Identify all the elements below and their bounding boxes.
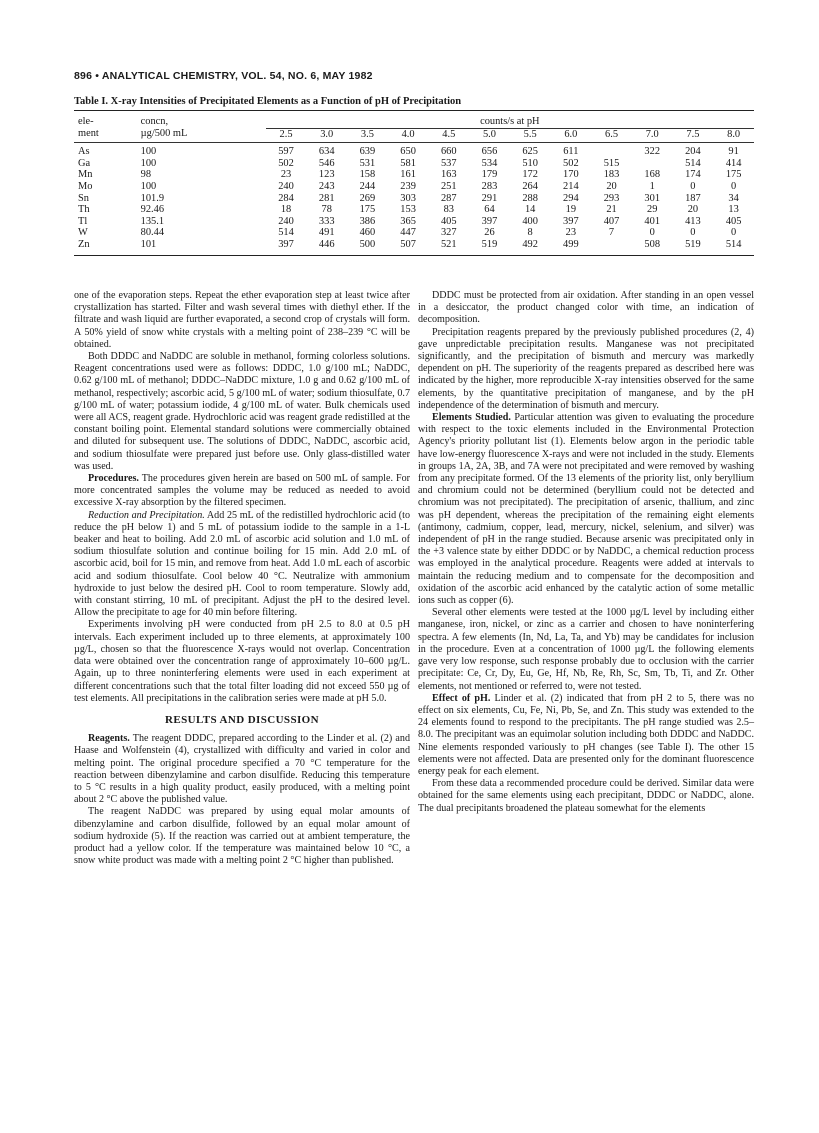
count-cell: 611 [563,146,579,158]
count-cell: 175 [725,169,742,181]
count-cell: 500 [359,238,376,250]
count-cell: 83 [443,204,454,216]
count-cell: 214 [563,180,579,192]
count-cell: 8 [527,227,533,239]
count-cell: 597 [278,146,294,158]
col-conc-top: concn, [140,116,169,128]
element-cell: Zn [78,238,90,250]
run-in-heading: Reagents. [88,733,130,745]
ph-header: 8.0 [713,128,754,143]
count-cell: 499 [563,238,579,250]
count-cell: 400 [522,215,538,227]
ph-header: 2.5 [266,128,307,143]
count-cell: 264 [522,180,538,192]
count-cell: 287 [440,192,457,204]
table-row [74,158,754,170]
count-cell: 172 [522,169,538,181]
count-cell: 293 [603,192,620,204]
table-row [74,181,754,193]
paragraph: DDDC must be protected from air oxidation. After standing in an open vessel in a desiccator, the product changed color with time, an indication of decomposition. [418,290,754,326]
count-cell: 288 [522,192,538,204]
count-cell [591,239,632,255]
run-in-heading: Reduction and Precipitation. [88,509,205,521]
element-cell: Th [78,204,90,216]
paragraph [74,473,410,510]
table-header-row-2 [74,128,754,143]
left-column [74,290,410,867]
count-cell: 534 [481,157,498,169]
count-cell: 460 [359,227,376,239]
count-cell: 625 [522,146,538,158]
conc-cell: 101.9 [140,192,165,204]
ph-header: 6.5 [591,128,632,143]
count-cell: 183 [603,169,620,181]
paragraph [418,693,754,778]
table-row [74,204,754,216]
count-cell: 401 [644,215,661,227]
count-cell: 447 [400,227,416,239]
count-cell: 639 [359,146,376,158]
count-cell: 14 [524,204,536,216]
count-cell: 7 [608,227,615,239]
count-cell [632,158,673,170]
count-cell: 64 [484,204,495,216]
count-cell: 510 [522,157,538,169]
count-cell: 519 [481,238,498,250]
count-cell: 502 [278,157,294,169]
count-cell: 0 [690,180,696,192]
count-cell: 546 [318,157,335,169]
section-heading: RESULTS AND DISCUSSION [165,713,319,726]
count-cell: 492 [522,238,538,250]
paragraph: one of the evaporation steps. Repeat the ether evaporation step at least twice after crystallization has started. Filter and wash several times with diethyl ether. If the filtrate and wash liquid are further evaporated, a second crop of crystals will form. A 50% yield of snow white crystals with a melting point of 238–239 °C will be obtained. [74,290,410,350]
count-cell: 531 [359,157,376,169]
count-cell: 239 [400,180,416,192]
conc-cell: 92.46 [140,204,165,216]
count-cell: 91 [728,146,739,158]
count-cell: 20 [606,180,617,192]
count-cell: 650 [400,146,416,158]
col-element-top: ele- [78,116,94,128]
ph-header: 5.0 [469,128,510,143]
count-cell: 281 [318,192,335,204]
conc-cell: 100 [140,157,157,169]
conc-cell: 100 [140,146,157,158]
table-row [74,143,754,158]
count-cell: 0 [731,180,737,192]
element-cell: Tl [78,215,88,227]
count-cell: 660 [440,146,457,158]
ph-header: 5.5 [510,128,551,143]
count-cell: 0 [731,227,737,239]
count-cell: 269 [359,192,376,204]
paragraph-text: Particular attention was given to evaluating the procedure with respect to the toxic elements included in the Environmental Protection Agency's priority pollutant list (1). Elements below argon in the periodic table have low-energy fluorescence X-rays and were not included in the study. Elements in groups 1A, 2A, 3B, and 7A were not precipitated and were removed by washing from any precipitate formed. Of the 13 elements of the priority list, only beryllium and chromium could not be determined (beryllium could not be detected and chromium was not precipitated). The precipitation of arsenic, thallium, and zinc was pH dependent, whereas the precipitation of the remaining eight elements (antimony, cadmium, copper, lead, mercury, nickel, selenium, and silver) was independent of pH in the range studied. Because arsenic was precipitated only in the +3 valence state by either DDDC or by NaDDC, a chemical reduction process was employed in the analytical procedure. Reagents were added at intervals to maintain the reducing medium and to compensate for the decomposition and oxidation of the ascorbic acid enhanced by the catalytic action of some metallic ions such as copper (6). [418,412,754,607]
ph-header: 4.0 [388,128,429,143]
paragraph-text: The reagent DDDC, prepared according to the Linder et al. (2) and Haase and Wolfenstein (4), crystallized with difficulty and varied in color and melting point. The original procedure specified a 70 °C temperature for the reaction between dibenzylamine and carbon disulfide. Reducing this temperature to 5 °C results in a high quality product, easily produced, with a melting point about 2 °C above the published value. [74,733,410,806]
count-cell: 21 [606,204,617,216]
count-cell: 301 [644,192,661,204]
count-cell: 34 [728,192,739,204]
count-cell: 170 [563,169,579,181]
conc-cell: 98 [140,169,152,181]
count-cell: 284 [278,192,294,204]
count-cell: 19 [565,204,577,216]
run-in-heading: Procedures. [88,473,139,485]
conc-cell: 80.44 [140,227,165,239]
ph-header: 7.0 [632,128,673,143]
element-cell: Ga [78,157,91,169]
count-cell: 26 [484,227,495,239]
count-cell: 161 [400,169,416,181]
count-cell: 0 [649,227,655,239]
count-cell: 491 [318,227,335,239]
count-cell: 0 [690,227,696,239]
count-cell: 656 [481,146,498,158]
ph-header: 3.0 [306,128,347,143]
count-cell: 251 [440,180,457,192]
ph-header: 6.0 [551,128,592,143]
element-cell: Mn [78,169,93,181]
ph-header: 4.5 [428,128,469,143]
count-cell: 519 [685,238,701,250]
count-cell: 123 [318,169,335,181]
table-title: Table I. X-ray Intensities of Precipitated Elements as a Function of pH of Precipitation [74,96,754,111]
count-cell: 405 [440,215,457,227]
count-cell: 515 [603,157,620,169]
count-cell: 204 [685,146,701,158]
count-cell: 168 [644,169,661,181]
count-cell: 158 [359,169,376,181]
count-cell: 365 [400,215,416,227]
count-cell: 163 [440,169,457,181]
count-cell: 322 [644,146,661,158]
paragraph: Several other elements were tested at the 1000 µg/L level by including either manganese, iron, nickel, or zinc as a carrier and chosen to have noninterfering spectra. A few elements (In, Nd, La, Ta, and Yb) may be candidates for inclusion in the procedure. Even at a concentration of 1000 µg/L the following elements gave very low response, such response probably due to occlusion with the carrier precipitate: Ce, Cr, Dy, Eu, Ge, Hf, Nb, Re, Rh, Sc, Sm, Tb, Ti, and Zr. Other elements, not mentioned or referred to, were not tested. [418,607,754,692]
count-cell: 29 [647,204,658,216]
count-cell: 521 [440,238,457,250]
ph-header: 3.5 [347,128,388,143]
paragraph-text: Linder et al. (2) indicated that from pH 2 to 5, there was no effect on six elements, Cu, Fe, Ni, Pb, Se, and Zn. This study was extended to the 24 elements found to respond to the precipitants. The pH range studied was 2.5–8.0. The precipitant was an equimolar solution including both DDDC and NaDDC. Nine elements responded variously to pH changes (see Table I). The other 15 elements were not affected. Data are presented only for the dominant fluorescence energy peak for each element. [418,692,754,777]
col-conc-bottom: µg/500 mL [139,128,266,143]
element-cell: W [78,227,88,239]
count-cell: 243 [318,180,335,192]
table-row [74,239,754,255]
conc-cell: 101 [140,238,157,250]
count-cell: 23 [280,169,292,181]
count-cell: 1 [649,180,655,192]
paragraph [74,510,410,620]
count-cell: 175 [359,204,376,216]
count-cell: 303 [400,192,416,204]
table-body [74,143,754,255]
count-cell: 514 [685,157,701,169]
count-cell: 537 [440,157,457,169]
ph-header: 7.5 [673,128,714,143]
running-head: 896 • ANALYTICAL CHEMISTRY, VOL. 54, NO. 6, MAY 1982 [74,70,373,82]
count-cell: 414 [725,157,742,169]
count-cell: 327 [440,227,457,239]
count-cell: 508 [644,238,661,250]
paragraph: Experiments involving pH were conducted from pH 2.5 to 8.0 at 0.5 pH intervals. Each experiment included up to three elements, at approximately 100 µg/L, chosen so that the fluorescence X-rays would not overlap. Concentration data were obtained over the concentration range of approximately 10–600 µg/L. Again, up to three noninterfering elements were used in each experiment at different concentrations such that the total filter loading did not exceed 550 µg of test elements. All precipitations in the calibration series were made at pH 5.0. [74,619,410,704]
paragraph [74,733,410,806]
group-header: counts/s at pH [266,111,754,128]
element-cell: As [78,146,90,158]
count-cell: 397 [563,215,579,227]
col-element-bottom: ment [74,128,139,143]
element-cell: Sn [78,192,89,204]
count-cell: 446 [318,238,335,250]
count-cell: 179 [481,169,498,181]
count-cell: 413 [685,215,701,227]
count-cell: 514 [278,227,294,239]
count-cell: 20 [687,204,699,216]
conc-cell: 135.1 [140,215,165,227]
run-in-heading: Effect of pH. [432,692,491,704]
count-cell: 514 [725,238,742,250]
table-header-row-1 [74,111,754,128]
paragraph: Both DDDC and NaDDC are soluble in methanol, forming colorless solutions. Reagent concentrations used were as follows: DDDC, 1.0 g/100 mL; NaDDC, 0.62 g/100 mL of methanol; DDDC–NaDDC mixture, 1.0 g and 0.62 g/100 mL of methanol, respectively; ascorbic acid, 5 g/100 mL of water; sodium thiosulfate, 0.7 g/100 mL of water; potassium iodide, 4 g/100 mL of water. Bulk chemicals used were all ACS, reagent grade. Hydrochloric acid was reagent grade redistilled at the constant boiling point. Elemental standard solutions were commercially obtained and diluted for subsequent use. The solutions of DDDC, NaDDC, ascorbic acid, and sodium thiosulfate were prepared just before use. Only glass-distilled water was used. [74,351,410,472]
count-cell: 240 [278,180,294,192]
count-cell: 174 [685,169,701,181]
paragraph-text: Add 25 mL of the redistilled hydrochloric acid (to reduce the pH below 1) and 5 mL of potassium iodide to the sample in a 1-L beaker and heat to boiling. Add 2.0 mL of ascorbic acid solution and 1.0 mL of sodium thiosulfate solution and continue boiling for 15 min. Add 2.0 mL of ascorbic acid, boil for 15 min, and remove from heat. Add 1.0 mL each of ascorbic acid and sodium thiosulfate. Cool below 40 °C. Neutralize with ammonium hydroxide to just below the desired pH. Cool to room temperature. Slowly add, with constant stirring, 10 mL of precipitant. Adjust the pH to the desired level. Allow the precipitate to age for 40 min before filtering. [74,509,410,619]
count-cell: 153 [400,204,416,216]
count-cell: 187 [685,192,701,204]
table-row [74,193,754,205]
paragraph: Precipitation reagents prepared by the previously published procedures (2, 4) gave unpredictable precipitation results. Manganese was not precipitated significantly, and the precipitation of bismuth and mercury was markedly dependent on pH. The superiority of the reagents prepared as described here was indicated by the higher, more reproducible X-ray intensities observed for the same elements, by the quantitative precipitation of manganese, and by the pH independence of the determination of bismuth and mercury. [418,326,754,411]
count-cell: 291 [481,192,498,204]
count-cell: 23 [565,227,577,239]
count-cell: 283 [481,180,498,192]
count-cell: 244 [359,180,376,192]
count-cell: 502 [563,157,579,169]
count-cell: 407 [603,215,620,227]
paragraph [418,412,754,607]
paragraph: From these data a recommended procedure could be derived. Similar data were obtained for the same elements using each precipitant, DDDC or NaDDC, alone. The dual precipitants broadened the plateau somewhat for the elements [418,778,754,814]
conc-cell: 100 [140,180,157,192]
count-cell: 333 [318,215,335,227]
right-column [418,290,754,815]
count-cell: 405 [725,215,742,227]
count-cell: 18 [280,204,292,216]
paragraph-text: The procedures given herein are based on 500 mL of sample. For more concentrated samples the volume may be reduced as needed to avoid excessive X-ray absorption by the filtered specimen. [74,473,410,509]
element-cell: Mo [78,180,93,192]
count-cell: 294 [563,192,579,204]
count-cell: 581 [400,157,416,169]
count-cell: 13 [728,204,739,216]
table-row [74,216,754,228]
xray-intensity-table [74,111,754,256]
count-cell: 386 [359,215,376,227]
count-cell: 634 [318,146,335,158]
run-in-heading: Elements Studied. [432,412,511,424]
count-cell: 397 [481,215,498,227]
table-row [74,169,754,181]
count-cell: 507 [400,238,416,250]
count-cell [591,143,632,158]
count-cell: 78 [321,204,332,216]
count-cell: 240 [278,215,294,227]
count-cell: 397 [278,238,294,250]
table-row [74,227,754,239]
table-block [74,96,754,256]
paragraph: The reagent NaDDC was prepared by using equal molar amounts of dibenzylamine and carbon disulfide, followed by an equal molar amount of sodium hydroxide (5). If the reaction was carried out at ambient temperature, the product had a yellow color. If the temperature was maintained below 10 °C, a snow white product was made with a melting point 2 °C higher than published. [74,806,410,867]
